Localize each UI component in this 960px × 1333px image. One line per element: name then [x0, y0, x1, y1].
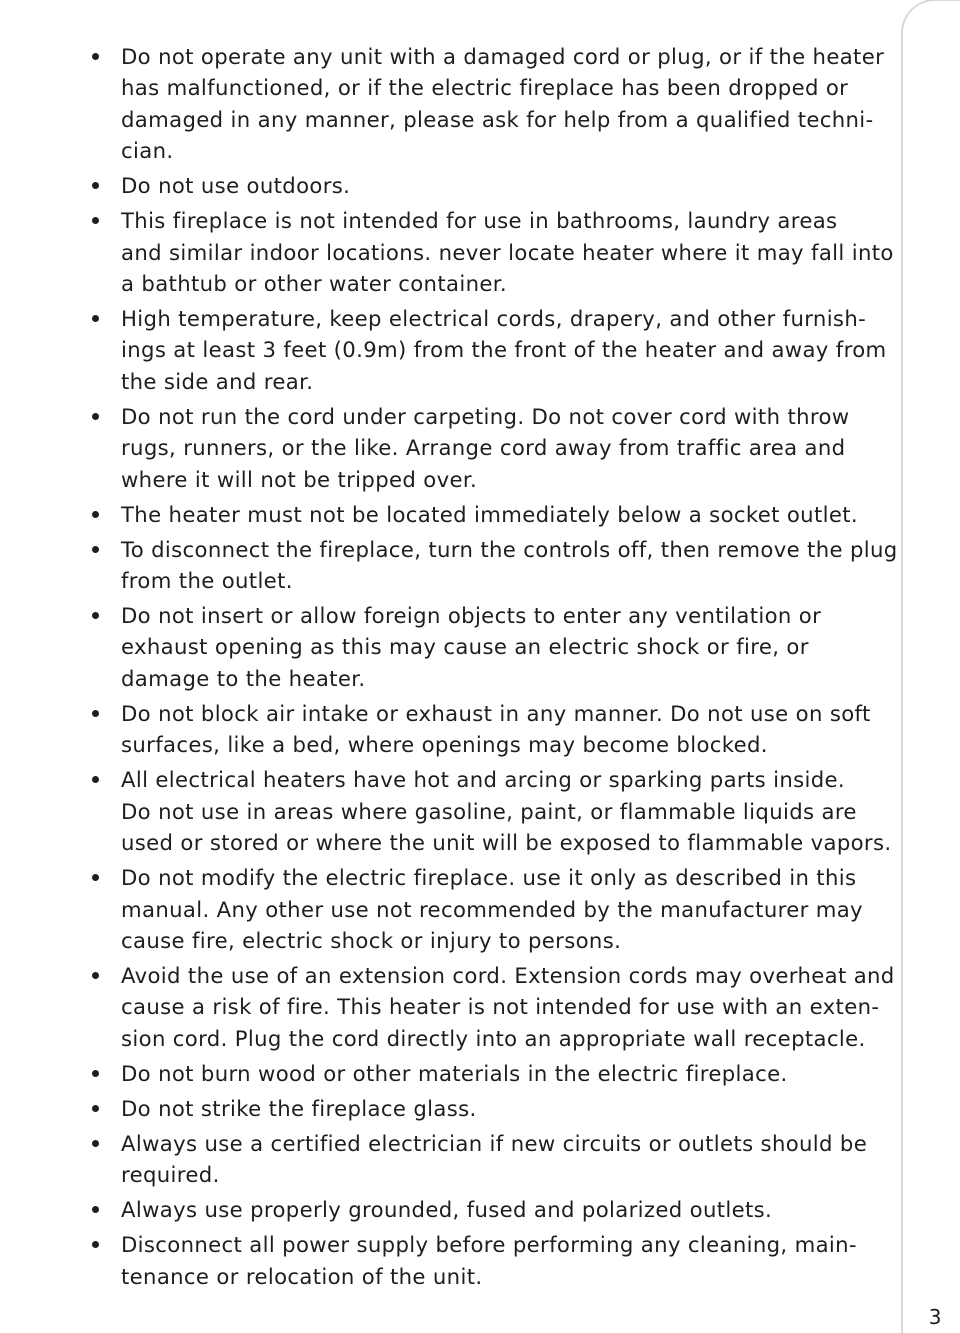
list-item-text: Always use a certified electrician if new circuits or outlets should be required. [121, 1130, 868, 1188]
bullet-icon [92, 874, 99, 881]
list-item [87, 499, 927, 530]
list-item-text: Do not operate any unit with a damaged cord or plug, or if the heater has malfunctioned, or if the electric fireplace has been dropped or damaged in any manner, please ask for help from a qualified techni- cian. [121, 44, 885, 164]
list-item [87, 170, 927, 201]
list-item-text: Avoid the use of an extension cord. Extension cords may overheat and cause a risk of fire. This heater is not intended for use with an exten- sion cord. Plug the cord directly into an appropriate wall receptacle. [121, 962, 895, 1051]
bullet-icon [92, 776, 99, 783]
list-item [87, 600, 927, 694]
list-item [87, 401, 927, 495]
list-item [87, 303, 927, 397]
list-item [87, 764, 927, 858]
list-item [87, 698, 927, 761]
list-item-text: High temperature, keep electrical cords, drapery, and other furnish- ings at least 3 feet (0.9m) from the front of the heater and away from the side and rear. [121, 306, 887, 394]
list-item-text: Do not strike the fireplace glass. [121, 1095, 477, 1121]
bullet-icon [92, 1241, 99, 1248]
list-item [87, 862, 927, 956]
bullet-icon [92, 53, 99, 60]
bullet-icon [92, 315, 99, 322]
list-item [87, 534, 927, 597]
bullet-icon [92, 972, 99, 979]
list-item-text: Do not block air intake or exhaust in any manner. Do not use on soft surfaces, like a bed, where openings may become blocked. [121, 700, 871, 758]
list-item-text: Do not insert or allow foreign objects to enter any ventilation or exhaust opening as this may cause an electric shock or fire, or damage to the heater. [121, 603, 822, 691]
list-item-text: To disconnect the fireplace, turn the controls off, then remove the plug from the outlet. [121, 536, 898, 594]
list-item-text: Do not modify the electric fireplace. use it only as described in this manual. Any other use not recommended by the manufacturer may cause fire, electric shock or injury to persons. [121, 865, 863, 953]
bullet-icon [92, 217, 99, 224]
list-item [87, 1128, 927, 1191]
list-item [87, 1229, 927, 1292]
bullet-icon [92, 511, 99, 518]
list-item [87, 1093, 927, 1124]
list-item [87, 1194, 927, 1225]
bullet-icon [92, 1070, 99, 1077]
list-item-text: Disconnect all power supply before performing any cleaning, main- tenance or relocation of the unit. [121, 1232, 857, 1289]
list-item [87, 960, 927, 1054]
list-item-text: Do not burn wood or other materials in the electric fireplace. [121, 1060, 788, 1086]
list-item-text: All electrical heaters have hot and arcing or sparking parts inside. Do not use in areas where gasoline, paint, or flammable liquids are used or stored or where the unit will be exposed to flammable vapors. [121, 767, 892, 856]
bullet-icon [92, 182, 99, 189]
list-item [87, 41, 927, 167]
bullet-icon [92, 1140, 99, 1147]
safety-instructions-list [87, 41, 927, 1296]
list-item [87, 205, 927, 299]
list-item [87, 1058, 927, 1089]
bullet-icon [92, 1105, 99, 1112]
bullet-icon [92, 1206, 99, 1213]
list-item-text: Do not run the cord under carpeting. Do not cover cord with throw rugs, runners, or the like. Arrange cord away from traffic area and where it will not be tripped over. [121, 403, 850, 492]
bullet-icon [92, 710, 99, 717]
page-number: 3 [928, 1305, 942, 1329]
list-item-text: Always use properly grounded, fused and polarized outlets. [121, 1197, 773, 1223]
list-item-text: Do not use outdoors. [121, 173, 351, 199]
list-item-text: This fireplace is not intended for use in bathrooms, laundry areas and similar indoor locations. never locate heater where it may fall into a bathtub or other water container. [121, 208, 894, 297]
list-item-text: The heater must not be located immediately below a socket outlet. [121, 501, 858, 527]
bullet-icon [92, 612, 99, 619]
bullet-icon [92, 413, 99, 420]
bullet-icon [92, 546, 99, 553]
